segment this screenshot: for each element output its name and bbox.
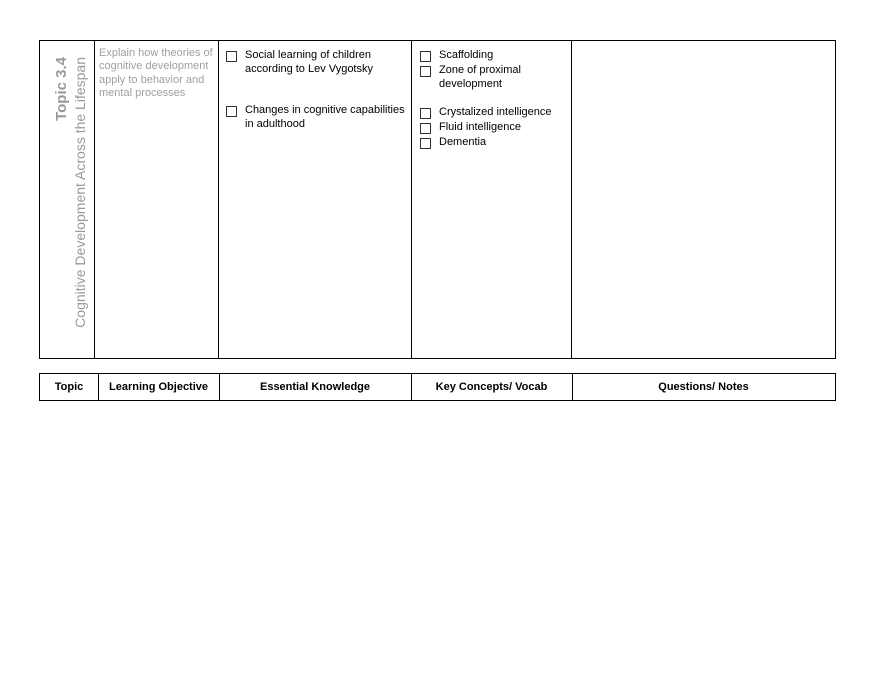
checkbox[interactable]	[420, 108, 431, 119]
item-label: Scaffolding	[439, 49, 494, 61]
divider	[571, 41, 572, 358]
item-label: Zone of proximal development	[439, 64, 521, 90]
checklist-item[interactable]	[420, 64, 530, 91]
checkbox[interactable]	[420, 66, 431, 77]
item-label: Social learning of children according to Lev Vygotsky	[245, 49, 373, 75]
header-topic: Topic	[54, 381, 84, 393]
header-table	[39, 373, 836, 401]
checkbox[interactable]	[226, 106, 237, 117]
header-questions-notes: Questions/ Notes	[658, 381, 749, 393]
header-essential-knowledge: Essential Knowledge	[259, 381, 371, 393]
item-label: Dementia	[439, 136, 487, 148]
checklist-item[interactable]	[420, 106, 570, 120]
checklist-item[interactable]	[420, 49, 560, 63]
checkbox[interactable]	[420, 123, 431, 134]
topic-title: Cognitive Development Across the Lifespan	[72, 57, 88, 328]
item-label: Crystalized intelligence	[439, 106, 552, 118]
topic-number: Topic 3.4	[53, 57, 70, 121]
checklist-item[interactable]	[226, 104, 408, 131]
checkbox[interactable]	[420, 51, 431, 62]
header-key-concepts: Key Concepts/ Vocab	[435, 381, 548, 393]
topic-cell	[52, 50, 96, 340]
divider	[411, 41, 412, 358]
checklist-item[interactable]	[420, 136, 570, 150]
checklist-item[interactable]	[420, 121, 570, 135]
checkbox[interactable]	[226, 51, 237, 62]
checkbox[interactable]	[420, 138, 431, 149]
checklist-item[interactable]	[226, 49, 406, 76]
learning-objective: Explain how theories of cognitive development apply to behavior and mental processes	[99, 47, 213, 99]
header-learning-objective: Learning Objective	[108, 381, 209, 393]
divider	[218, 41, 219, 358]
item-label: Changes in cognitive capabilities in adulthood	[245, 104, 405, 130]
item-label: Fluid intelligence	[439, 121, 521, 133]
